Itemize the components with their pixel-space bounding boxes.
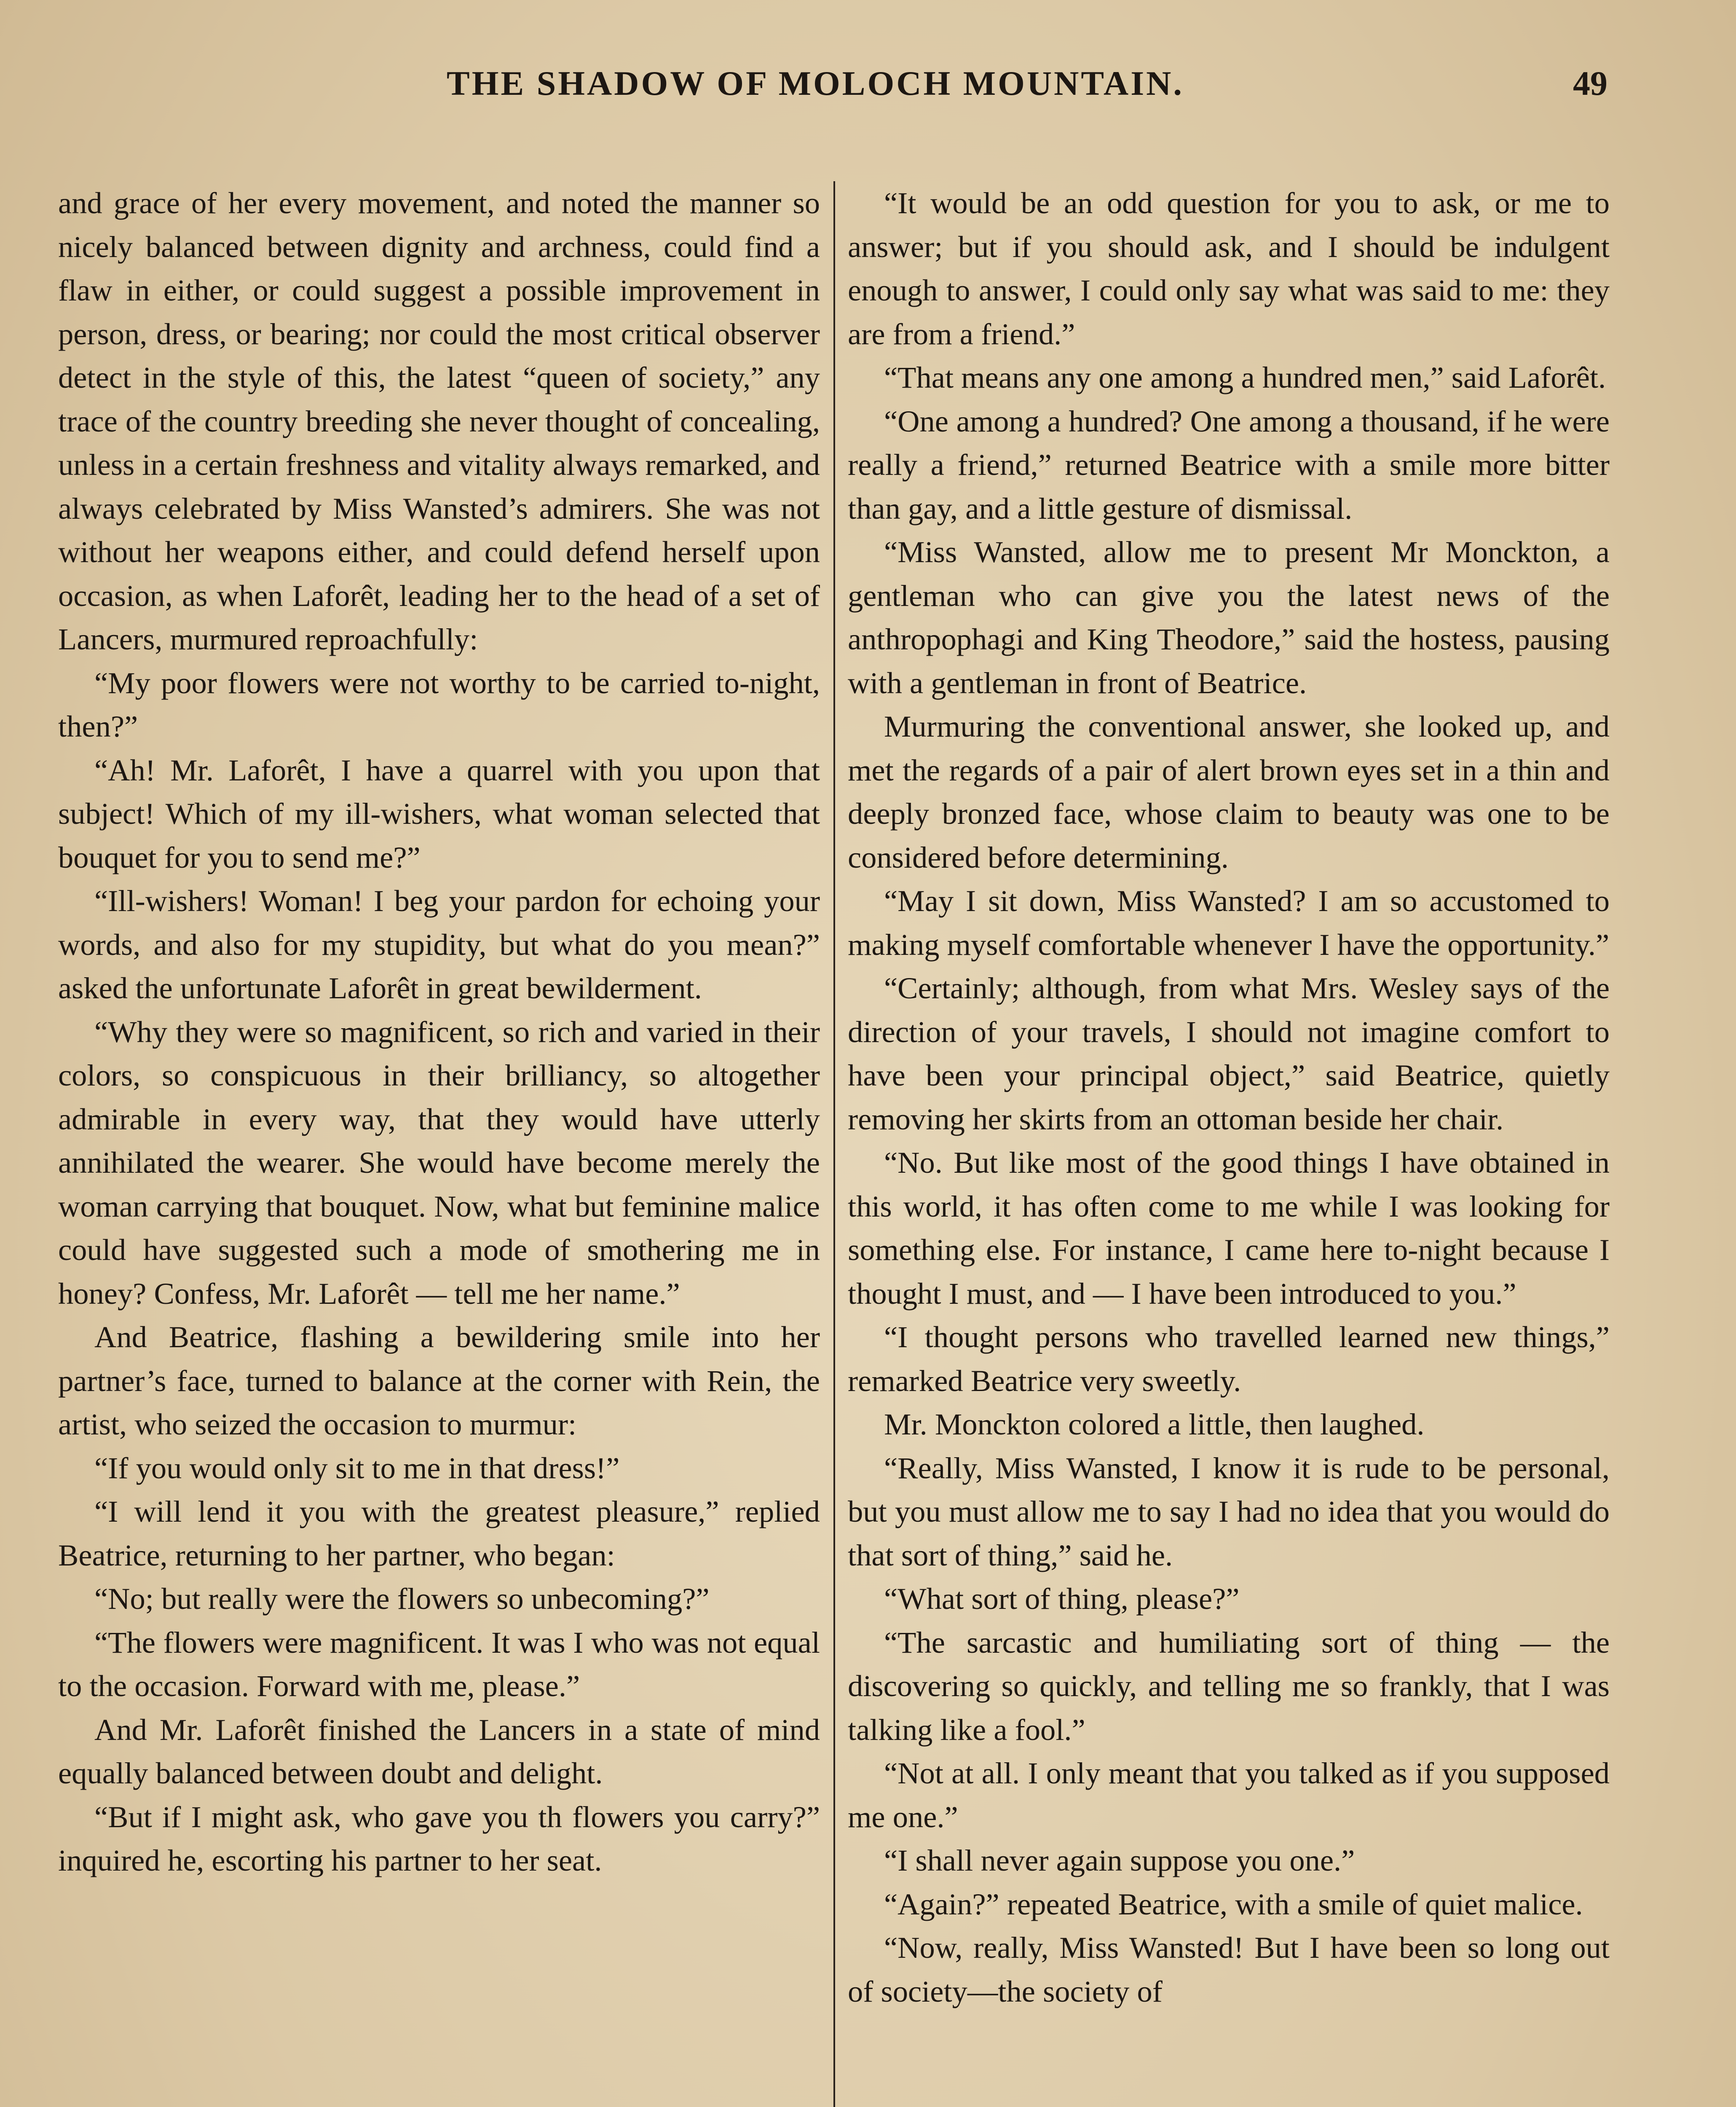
paragraph: And Beatrice, flashing a bewildering smile into her partner’s face, turned to balance at the corner with Rein, the artist, who seized the occasion to murmur: (58, 1320, 820, 1441)
paragraph: “Miss Wansted, allow me to present Mr Monckton, a gentleman who can give you the latest news of the anthropophagi and King Theodore,” said the hostess, pausing with a gentleman in front of Beatrice. (848, 535, 1610, 700)
paragraph: Murmuring the conventional answer, she looked up, and met the regards of a pair of alert brown eyes set in a thin and deeply bronzed face, whose claim to beauty was one to be considered before determining. (848, 709, 1610, 874)
paragraph: “May I sit down, Miss Wansted? I am so accustomed to making myself comfortable whenever I have the opportunity.” (848, 884, 1610, 962)
paragraph: “But if I might ask, who gave you th flowers you carry?” inquired he, escorting his partner to her seat. (58, 1799, 820, 1877)
running-title: THE SHADOW OF MOLOCH MOUNTAIN. (447, 64, 1184, 102)
paragraph: “It would be an odd question for you to ask, or me to answer; but if you should ask, and I should be indulgent enough to answer, I could only say what was said to me: they are from a friend.” (848, 186, 1610, 351)
paragraph: “Not at all. I only meant that you talked as if you supposed me one.” (848, 1756, 1610, 1834)
right-column (848, 181, 1610, 2013)
paragraph: “No. But like most of the good things I have obtained in this world, it has often come to me while I was looking for something else. For instance, I came here to-night because I thought I must, and — I have been introduced to you.” (848, 1145, 1610, 1311)
paragraph: “The sarcastic and humiliating sort of thing — the discovering so quickly, and telling me so frankly, that I was talking like a fool.” (848, 1625, 1610, 1747)
column-divider (833, 181, 835, 2107)
paragraph: “Certainly; although, from what Mrs. Wesley says of the direction of your travels, I should not imagine comfort to have been your principal object,” said Beatrice, quietly removing her skirts from an ottoman beside her chair. (848, 971, 1610, 1136)
paragraph: “Ah! Mr. Laforêt, I have a quarrel with you upon that subject! Which of my ill-wishers, what woman selected that bouquet for you to send me?” (58, 753, 820, 874)
paragraph: and grace of her every movement, and noted the manner so nicely balanced between dignity and archness, could find a flaw in either, or could suggest a possible improvement in person, dress, or bearing; nor could the most critical observer detect in the style of this, the latest “queen of society,” any trace of the country breeding she never thought of concealing, unless in a certain freshness and vitality always remarked, and always celebrated by Miss Wansted’s admirers. She was not without her weapons either, and could defend herself upon occasion, as when Laforêt, leading her to the head of a set of Lancers, murmured reproachfully: (58, 186, 820, 656)
paragraph: Mr. Monckton colored a little, then laughed. (884, 1407, 1425, 1441)
paragraph: “Why they were so magnificent, so rich and varied in their colors, so conspicuous in their brilliancy, so altogether admirable in every way, that they would have utterly annihilated the wearer. She would have become merely the woman carrying that bouquet. Now, what but feminine malice could have suggested such a mode of smothering me in honey? Confess, Mr. Laforêt — tell me her name.” (58, 1014, 820, 1311)
left-column (58, 181, 820, 1882)
paragraph: “Again?” repeated Beatrice, with a smile of quiet malice. (884, 1887, 1583, 1921)
paragraph: “That means any one among a hundred men,” said Laforêt. (884, 360, 1606, 394)
paragraph: “What sort of thing, please?” (884, 1582, 1240, 1616)
paragraph: “Really, Miss Wansted, I know it is rude to be personal, but you must allow me to say I had no idea that you would do that sort of thing,” said he. (848, 1450, 1610, 1572)
paragraph: And Mr. Laforêt finished the Lancers in a state of mind equally balanced between doubt and delight. (58, 1712, 820, 1790)
paragraph: “Now, really, Miss Wansted! But I have been so long out of society—the society of (848, 1930, 1610, 2008)
paragraph: “One among a hundred? One among a thousand, if he were really a friend,” returned Beatrice with a smile more bitter than gay, and a little gesture of dismissal. (848, 404, 1610, 525)
paragraph: “My poor flowers were not worthy to be carried to-night, then?” (58, 665, 820, 743)
paragraph: “If you would only sit to me in that dress!” (94, 1450, 620, 1485)
page-header (0, 58, 1736, 109)
paragraph: “I will lend it you with the greatest pleasure,” replied Beatrice, returning to her partner, who began: (58, 1494, 820, 1572)
paragraph: “No; but really were the flowers so unbecoming?” (94, 1582, 710, 1616)
page-number: 49 (1573, 64, 1607, 102)
paragraph: “I shall never again suppose you one.” (884, 1843, 1355, 1877)
paragraph: “I thought persons who travelled learned new things,” remarked Beatrice very sweetly. (848, 1320, 1610, 1398)
paragraph: “The flowers were magnificent. It was I who was not equal to the occasion. Forward with me, please.” (58, 1625, 820, 1703)
paragraph: “Ill-wishers! Woman! I beg your pardon for echoing your words, and also for my stupidity, but what do you mean?” asked the unfortunate Laforêt in great bewilderment. (58, 884, 820, 1005)
